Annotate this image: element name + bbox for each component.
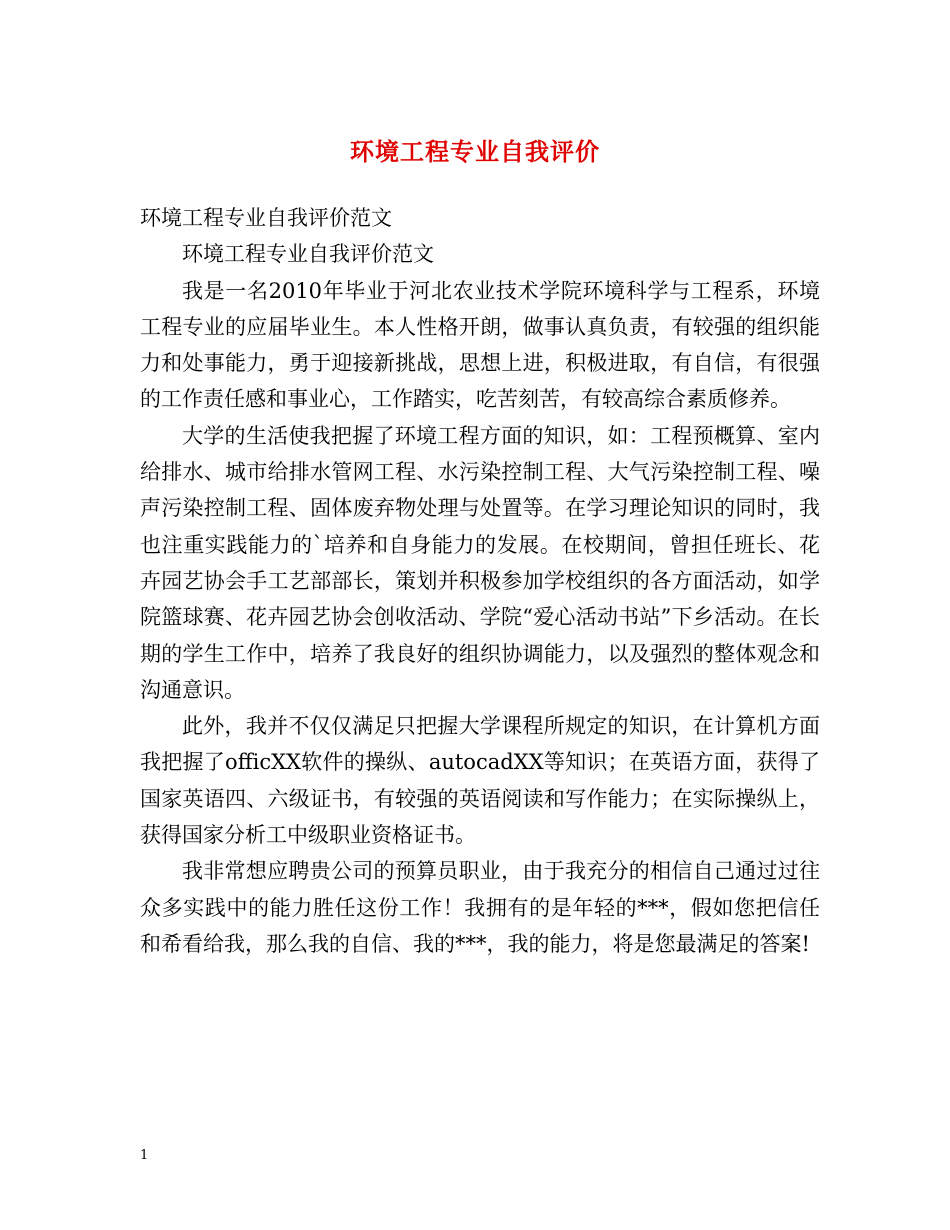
- body-paragraph-1: 环境工程专业自我评价范文: [182, 242, 434, 267]
- page-number: 1: [140, 1148, 149, 1163]
- body-paragraph-3: 大学的生活使我把握了环境工程方面的知识，如：工程预概算、室内给排水、城市给排水管网工程、水污染控制工程、大气污染控制工程、噪声污染控制工程、固体废弃物处理与处置等。在学习理论知识的同时，我也注重实践能力的`培养和自身能力的发展。在校期间，曾担任班长、花卉园艺协会手工艺部部长，策划并积极参加学校组织的各方面活动，如学院篮球赛、花卉园艺协会创收活动、学院“爱心活动书站”下乡活动。在长期的学生工作中，培养了我良好的组织协调能力，以及强烈的整体观念和沟通意识。: [140, 423, 820, 702]
- document-body: [140, 200, 820, 962]
- body-paragraph-2: 我是一名2010年毕业于河北农业技术学院环境科学与工程系，环境工程专业的应届毕业生。本人性格开朗，做事认真负责，有较强的组织能力和处事能力，勇于迎接新挑战，思想上进，积极进取，有自信，有很强的工作责任感和事业心，工作踏实，吃苦刻苦，有较高综合素质修养。: [140, 278, 820, 412]
- document-subtitle: 环境工程专业自我评价范文: [140, 206, 392, 230]
- document-title: 环境工程专业自我评价: [350, 137, 600, 166]
- body-paragraph-5: 我非常想应聘贵公司的预算员职业，由于我充分的相信自己通过过往众多实践中的能力胜任这份工作！我拥有的是年轻的***，假如您把信任和希看给我，那么我的自信、我的***，我的能力，将是您最满足的答案!: [140, 859, 820, 956]
- body-paragraph-4: 此外，我并不仅仅满足只把握大学课程所规定的知识，在计算机方面我把握了officXX软件的操纵、autocadXX等知识；在英语方面，获得了国家英语四、六级证书，有较强的英语阅读和写作能力；在实际操纵上，获得国家分析工中级职业资格证书。: [140, 714, 820, 848]
